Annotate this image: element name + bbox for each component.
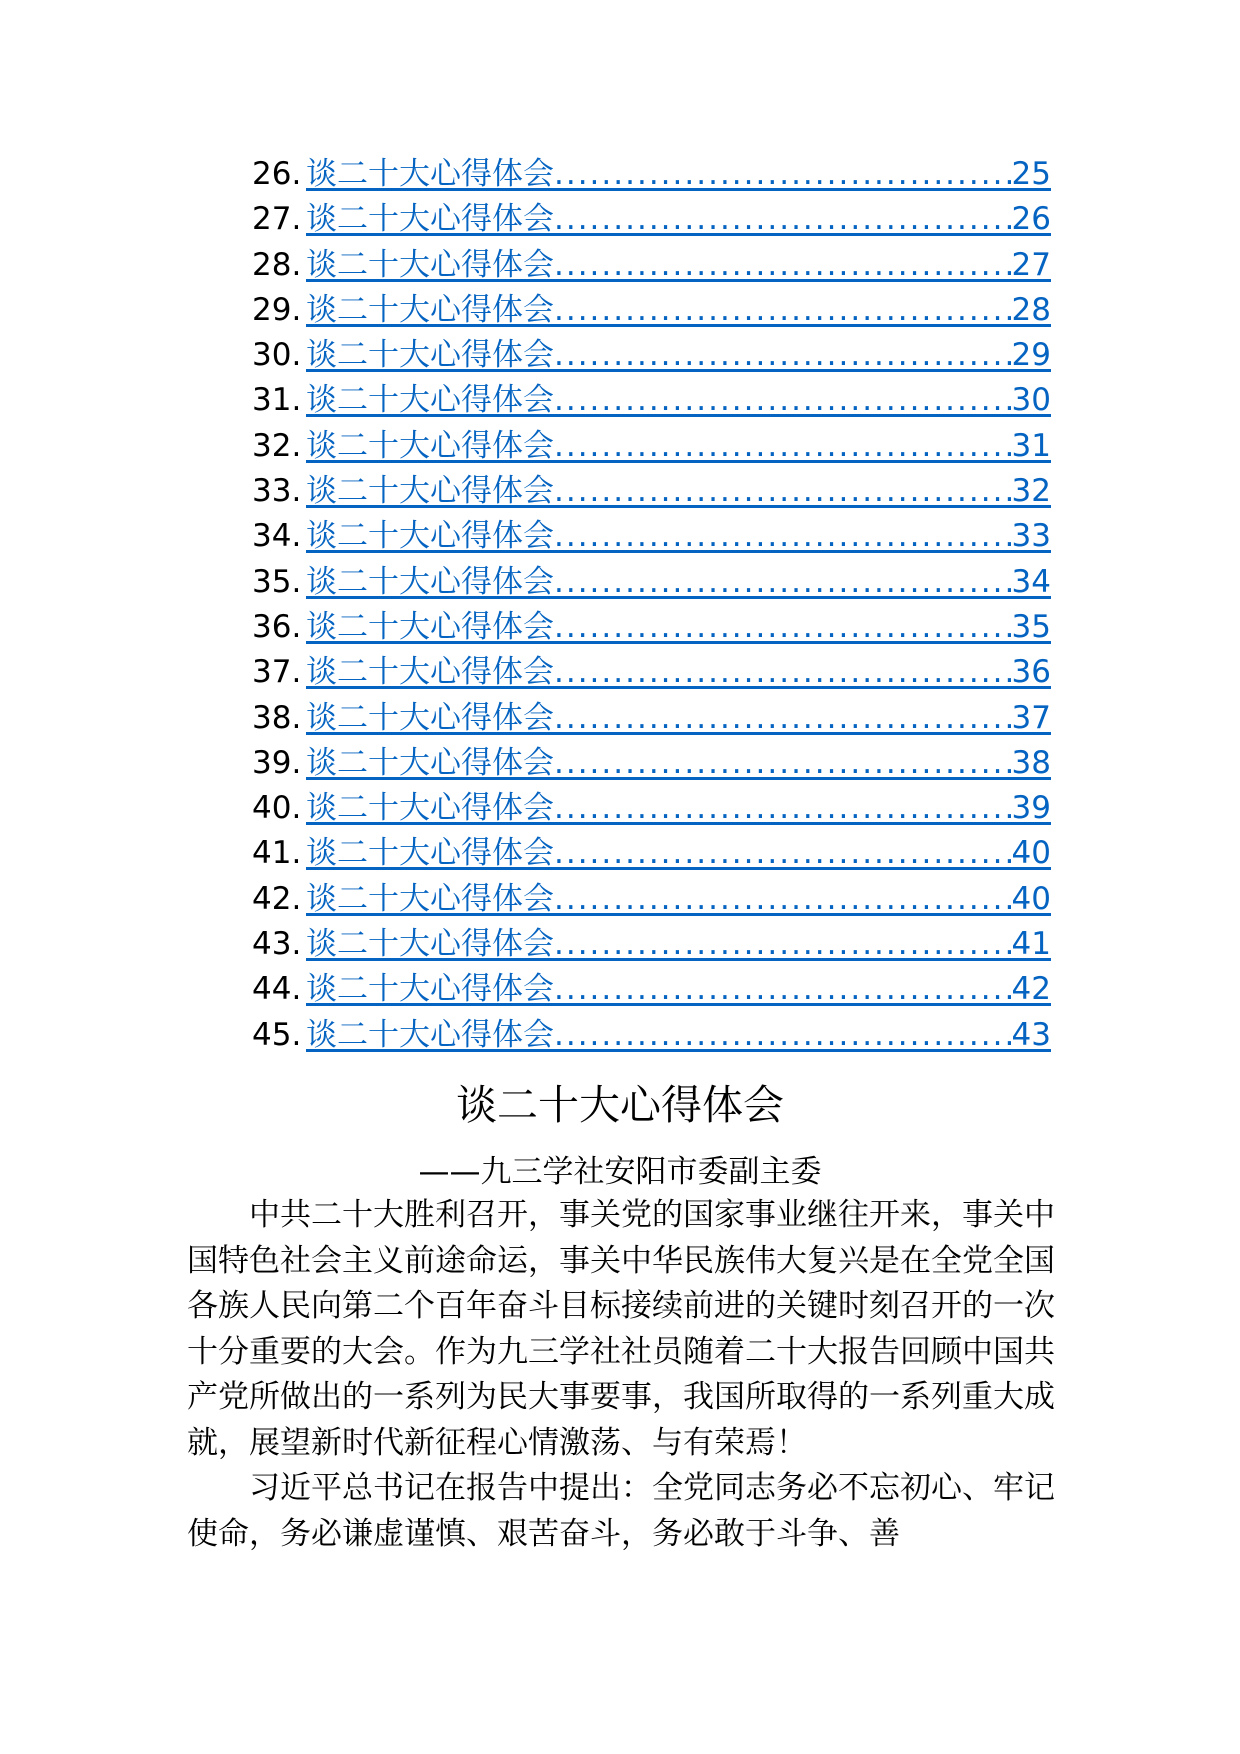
- toc-leader-dots: [554, 152, 1012, 197]
- toc-entry: [252, 967, 1052, 1012]
- toc-entry-page-number: 40: [1011, 880, 1051, 917]
- toc-entry-link[interactable]: [306, 243, 1051, 288]
- toc-entry-page-number: 30: [1011, 382, 1051, 419]
- toc-entry-link[interactable]: [306, 696, 1051, 741]
- toc-entry-title: 谈二十大心得体会: [306, 654, 554, 691]
- toc-entry-page-number: 43: [1011, 1016, 1051, 1053]
- toc-entry: [252, 877, 1052, 922]
- toc-leader-dots: [554, 786, 1012, 831]
- toc-leader-dots: [554, 424, 1012, 469]
- toc-entry-link[interactable]: [306, 877, 1051, 922]
- toc-entry-title: 谈二十大心得体会: [306, 291, 554, 328]
- toc-entry-number: 39.: [252, 744, 302, 781]
- toc-entry-title: 谈二十大心得体会: [306, 201, 554, 238]
- toc-entry: [252, 333, 1052, 378]
- toc-entry-title: 谈二十大心得体会: [306, 744, 554, 781]
- toc-entry-link[interactable]: [306, 197, 1051, 242]
- toc-entry-page-number: 35: [1011, 608, 1051, 645]
- toc-entry-page-number: 31: [1011, 427, 1051, 464]
- toc-entry-page-number: 36: [1011, 654, 1051, 691]
- toc-entry-link[interactable]: [306, 741, 1051, 786]
- toc-entry: [252, 469, 1052, 514]
- toc-entry-title: 谈二十大心得体会: [306, 699, 554, 736]
- toc-leader-dots: [554, 514, 1012, 559]
- toc-entry-link[interactable]: [306, 288, 1051, 333]
- toc-entry-link[interactable]: [306, 560, 1051, 605]
- toc-entry: [252, 650, 1052, 695]
- toc-entry: [252, 378, 1052, 423]
- toc-entry-page-number: 28: [1011, 291, 1051, 328]
- toc-entry-link[interactable]: [306, 786, 1051, 831]
- table-of-contents: [252, 152, 1052, 1058]
- toc-entry-title: 谈二十大心得体会: [306, 246, 554, 283]
- toc-leader-dots: [554, 560, 1012, 605]
- toc-entry-link[interactable]: [306, 378, 1051, 423]
- toc-leader-dots: [554, 469, 1012, 514]
- toc-leader-dots: [554, 605, 1012, 650]
- toc-entry: [252, 424, 1052, 469]
- toc-entry-link[interactable]: [306, 333, 1051, 378]
- toc-entry-title: 谈二十大心得体会: [306, 880, 554, 917]
- toc-entry-title: 谈二十大心得体会: [306, 563, 554, 600]
- toc-entry-number: 30.: [252, 337, 302, 374]
- toc-entry-page-number: 38: [1011, 744, 1051, 781]
- toc-leader-dots: [554, 741, 1012, 786]
- toc-entry-title: 谈二十大心得体会: [306, 382, 554, 419]
- toc-leader-dots: [554, 288, 1012, 333]
- toc-entry-number: 44.: [252, 971, 302, 1008]
- toc-entry-page-number: 33: [1011, 518, 1051, 555]
- toc-entry-number: 43.: [252, 926, 302, 963]
- toc-entry-number: 35.: [252, 563, 302, 600]
- toc-entry-page-number: 26: [1011, 201, 1051, 238]
- toc-entry-title: 谈二十大心得体会: [306, 518, 554, 555]
- toc-entry: [252, 560, 1052, 605]
- toc-entry-page-number: 39: [1011, 790, 1051, 827]
- toc-entry-number: 27.: [252, 201, 302, 238]
- toc-entry: [252, 741, 1052, 786]
- toc-entry-title: 谈二十大心得体会: [306, 473, 554, 510]
- toc-leader-dots: [554, 650, 1012, 695]
- toc-entry-title: 谈二十大心得体会: [306, 790, 554, 827]
- toc-entry: [252, 243, 1052, 288]
- toc-entry-number: 31.: [252, 382, 302, 419]
- toc-leader-dots: [554, 197, 1012, 242]
- toc-leader-dots: [554, 831, 1012, 876]
- toc-entry-link[interactable]: [306, 922, 1051, 967]
- toc-entry-title: 谈二十大心得体会: [306, 337, 554, 374]
- toc-entry-page-number: 34: [1011, 563, 1051, 600]
- toc-entry-page-number: 32: [1011, 473, 1051, 510]
- toc-entry-number: 29.: [252, 291, 302, 328]
- toc-entry-page-number: 29: [1011, 337, 1051, 374]
- toc-entry: [252, 197, 1052, 242]
- toc-entry-number: 40.: [252, 790, 302, 827]
- toc-entry-link[interactable]: [306, 605, 1051, 650]
- toc-leader-dots: [554, 877, 1012, 922]
- toc-entry-link[interactable]: [306, 967, 1051, 1012]
- toc-entry: [252, 786, 1052, 831]
- article-body: [187, 1193, 1055, 1557]
- toc-entry-page-number: 42: [1011, 971, 1051, 1008]
- article-paragraph: 中共二十大胜利召开，事关党的国家事业继往开来，事关中国特色社会主义前途命运，事关中华民族伟大复兴是在全党全国各族人民向第二个百年奋斗目标接续前进的关键时刻召开的一次十分重要的大会。作为九三学社社员随着二十大报告回顾中国共产党所做出的一系列为民大事要事，我国所取得的一系列重大成就，展望新时代新征程心情激荡、与有荣焉！: [187, 1197, 1055, 1461]
- toc-entry-title: 谈二十大心得体会: [306, 1016, 554, 1053]
- toc-entry: [252, 514, 1052, 559]
- toc-entry-title: 谈二十大心得体会: [306, 835, 554, 872]
- toc-entry-number: 41.: [252, 835, 302, 872]
- toc-entry-number: 36.: [252, 608, 302, 645]
- toc-entry-title: 谈二十大心得体会: [306, 156, 554, 192]
- toc-entry-page-number: 25: [1011, 156, 1051, 192]
- toc-leader-dots: [554, 967, 1012, 1012]
- toc-entry-link[interactable]: [306, 469, 1051, 514]
- toc-entry-link[interactable]: [306, 1013, 1051, 1058]
- article-title: 谈二十大心得体会: [456, 1081, 784, 1129]
- toc-leader-dots: [554, 333, 1012, 378]
- toc-entry-page-number: 27: [1011, 246, 1051, 283]
- toc-entry-link[interactable]: [306, 152, 1051, 197]
- toc-leader-dots: [554, 922, 1012, 967]
- article-subtitle: ——九三学社安阳市委副主委: [418, 1154, 822, 1190]
- toc-entry-number: 38.: [252, 699, 302, 736]
- toc-entry-title: 谈二十大心得体会: [306, 608, 554, 645]
- toc-entry-page-number: 41: [1011, 926, 1051, 963]
- toc-leader-dots: [554, 243, 1012, 288]
- toc-entry-title: 谈二十大心得体会: [306, 427, 554, 464]
- toc-entry-page-number: 40: [1011, 835, 1051, 872]
- toc-entry-number: 28.: [252, 246, 302, 283]
- toc-leader-dots: [554, 696, 1012, 741]
- toc-entry: [252, 831, 1052, 876]
- toc-entry-page-number: 37: [1011, 699, 1051, 736]
- toc-entry-link[interactable]: [306, 831, 1051, 876]
- toc-entry: [252, 696, 1052, 741]
- toc-entry-link[interactable]: [306, 424, 1051, 469]
- toc-entry: [252, 152, 1052, 197]
- toc-entry: [252, 605, 1052, 650]
- article-paragraph: 习近平总书记在报告中提出：全党同志务必不忘初心、牢记使命，务必谦虚谨慎、艰苦奋斗，务必敢于斗争、善: [187, 1470, 1055, 1552]
- toc-entry: [252, 288, 1052, 333]
- toc-leader-dots: [554, 378, 1012, 423]
- toc-entry-link[interactable]: [306, 650, 1051, 695]
- toc-entry: [252, 922, 1052, 967]
- toc-entry-number: 37.: [252, 654, 302, 691]
- toc-entry-link[interactable]: [306, 514, 1051, 559]
- toc-entry-number: 33.: [252, 473, 302, 510]
- toc-entry-number: 45.: [252, 1016, 302, 1053]
- toc-entry-title: 谈二十大心得体会: [306, 971, 554, 1008]
- toc-entry: [252, 1013, 1052, 1058]
- toc-entry-number: 26.: [252, 156, 302, 192]
- toc-leader-dots: [554, 1013, 1012, 1058]
- toc-entry-number: 32.: [252, 427, 302, 464]
- toc-entry-number: 42.: [252, 880, 302, 917]
- toc-entry-title: 谈二十大心得体会: [306, 926, 554, 963]
- toc-entry-number: 34.: [252, 518, 302, 555]
